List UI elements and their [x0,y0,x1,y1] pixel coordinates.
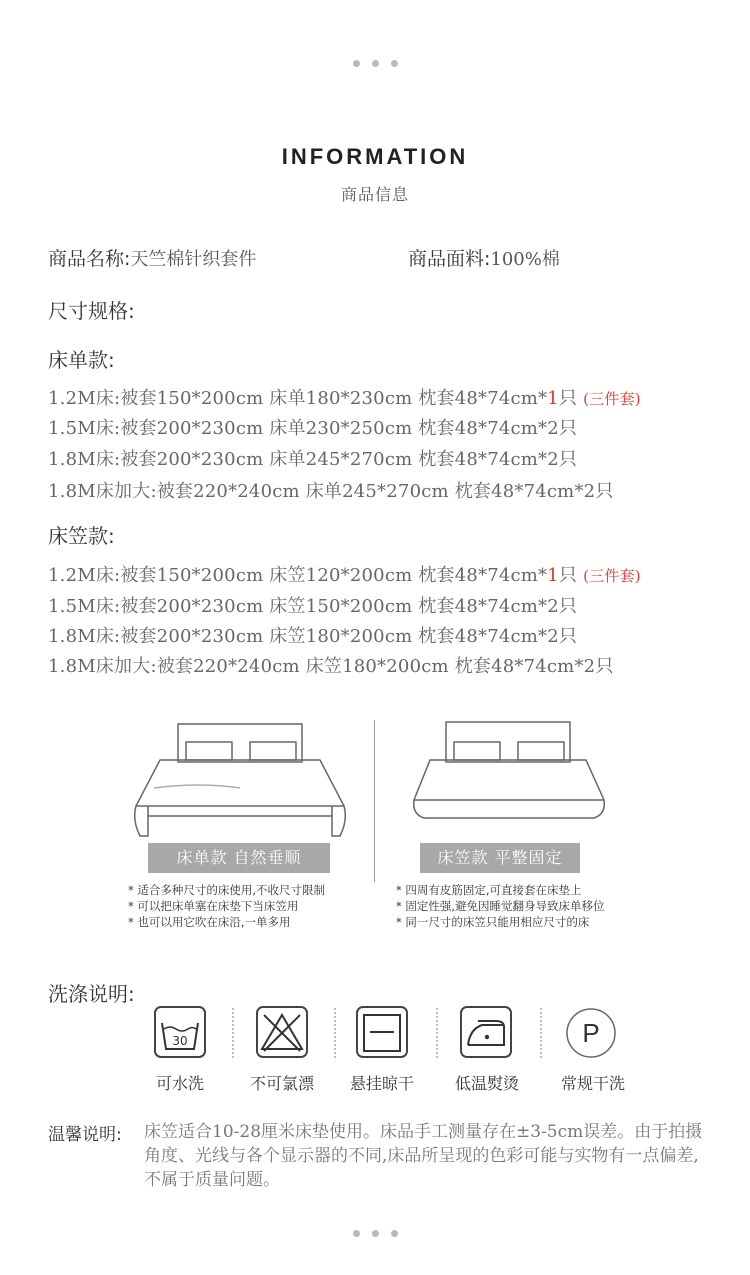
flat-sheet-bullets: * 适合多种尺寸的床使用,不收尺寸限制 * 可以把床单塞在床垫下当床笠用 * 也可以用它吹在床沿,一单多用 [128,883,326,929]
size-heading: 尺寸规格: [48,299,135,323]
low-iron-icon [456,1005,516,1061]
fitted-sheet-bullets: * 四周有皮筋固定,可直接套在床垫上 * 固定性强,避免因睡觉翻身导致床单移位 * 同一尺寸的床笠只能用相应尺寸的床 [396,883,605,929]
flat-spec-row: 1.2M床:被套150*200cm 床单180*230cm 枕套48*74cm*1只 (三件套) [48,388,641,409]
product-name-value: 天竺棉针织套件 [130,249,257,270]
svg-text:P: P [582,1018,600,1048]
care-separator [232,1008,234,1058]
fitted-spec-row: 1.2M床:被套150*200cm 床笠120*200cm 枕套48*74cm*1只 (三件套) [48,565,641,586]
product-name-label: 商品名称: [48,248,131,270]
product-fabric [408,244,560,271]
fitted-spec-row: 1.8M床加大:被套220*240cm 床笠180*200cm 枕套48*74cm*2只 [48,656,614,677]
svg-text:30: 30 [172,1034,188,1048]
care-separator [540,1008,542,1058]
care-label: 可水洗 [155,1074,204,1093]
warm-tip-label: 温馨说明: [48,1125,122,1145]
care-separator [436,1008,438,1058]
hang-dry-icon [352,1005,412,1061]
diagram-divider [374,720,375,882]
flat-sheet-heading: 床单款: [48,348,115,372]
product-name [48,244,256,271]
flat-spec-row: 1.8M床加大:被套220*240cm 床单245*270cm 枕套48*74cm*2只 [48,481,614,502]
care-label: 低温熨烫 [454,1074,519,1093]
product-fabric-label: 商品面料: [408,248,491,270]
flat-spec-row: 1.5M床:被套200*230cm 床单230*250cm 枕套48*74cm*2只 [48,418,578,439]
wash-30-icon [150,1005,210,1061]
fitted-spec-row: 1.5M床:被套200*230cm 床笠150*200cm 枕套48*74cm*2只 [48,596,578,617]
care-label: 常规干洗 [560,1074,625,1093]
dry-clean-p-icon [561,1005,621,1061]
no-bleach-icon [252,1005,312,1061]
carousel-dots-bottom [0,1230,750,1237]
fitted-sheet-heading: 床笠款: [48,524,115,548]
carousel-dots-top [0,60,750,67]
page-subtitle: 商品信息 [340,185,409,204]
care-label: 不可氯漂 [249,1074,314,1093]
care-label: 悬挂晾干 [349,1074,414,1093]
warm-tip-text: 床笠适合10-28厘米床垫使用。床品手工测量存在±3-5cm误差。由于拍摄角度、光线与各个显示器的不同,床品所呈现的色彩可能与实物有一点偏差,不属于质量问题。 [144,1122,703,1190]
product-info-row [48,244,708,272]
care-separator [334,1008,336,1058]
washing-heading: 洗涤说明: [48,982,135,1006]
flat-spec-row: 1.8M床:被套200*230cm 床单245*270cm 枕套48*74cm*2只 [48,449,578,470]
fitted-spec-row: 1.8M床:被套200*230cm 床笠180*200cm 枕套48*74cm*2只 [48,626,578,647]
page-title: INFORMATION [281,144,469,169]
flat-sheet-caption: 床单款 自然垂顺 [148,843,330,873]
fitted-sheet-caption: 床笠款 平整固定 [420,843,580,873]
product-fabric-value: 100%棉 [490,249,560,270]
